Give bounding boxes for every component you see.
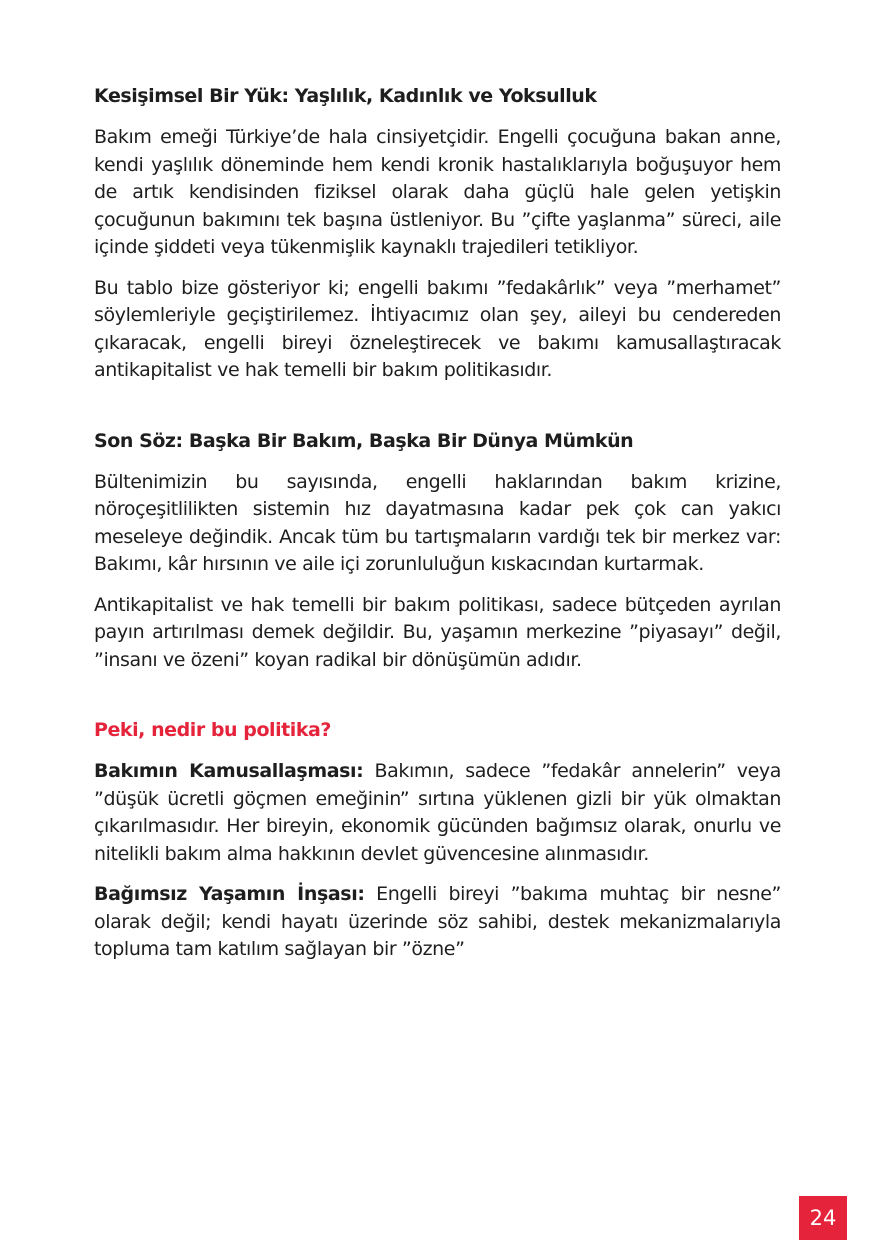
page-content [94, 80, 781, 964]
paragraph: Antikapitalist ve hak temelli bir bakım politikası, sadece bütçeden ayrılan payın artırılması demek değildir. Bu, yaşamın merkezine ”piyasayı” değil, ”insanı ve özeni” koyan radikal bir dönüşümün adıdır. [94, 593, 781, 671]
policy-item-publicization [94, 758, 781, 868]
policy-item-text: Engelli bireyi ”bakıma muhtaç bir nesne” olarak değil; kendi hayatı üzerinde söz sahibi, destek mekanizmalarıyla topluma tam katılım sağlayan bir ”özne” [94, 883, 781, 960]
policy-item-text: Bakımın, sadece ”fedakâr annelerin” veya ”düşük ücretli göçmen emeğinin” sırtına yüklenen gizli bir yük olmaktan çıkarılmasıdır. Her bireyin, ekonomik gücünden bağımsız olarak, onurlu ve nitelikli bakım alma hakkının devlet güvencesine alınmasıdır. [94, 760, 781, 865]
section-heading-policy: Peki, nedir bu politika? [94, 719, 331, 741]
section-heading-final-word: Son Söz: Başka Bir Bakım, Başka Bir Dünya Mümkün [94, 429, 634, 452]
page-number-badge: 24 [799, 1196, 847, 1240]
paragraph: Bakım emeği Türkiye’de hala cinsiyetçidir. Engelli çocuğuna bakan anne, kendi yaşlılık döneminde hem kendi kronik hastalıklarıyla boğuşuyor hem de artık kendisinden fiziksel olarak daha güçlü hale gelen yetişkin çocuğunun bakımını tek başına üstleniyor. Bu ”çifte yaşlanma” süreci, aile içinde şiddeti veya tükenmişlik kaynaklı trajedileri tetikliyor. [94, 126, 781, 258]
policy-item-independent-living [94, 881, 781, 964]
policy-item-title: Bağımsız Yaşamın İnşası: [94, 883, 365, 905]
policy-item-title: Bakımın Kamusallaşması: [94, 760, 364, 782]
section-heading-intersectional: Kesişimsel Bir Yük: Yaşlılık, Kadınlık ve Yoksulluk [94, 85, 597, 107]
paragraph: Bu tablo bize gösteriyor ki; engelli bakımı ”fedakârlık” veya ”merhamet” söylemleriyle geçiştirilemez. İhtiyacımız olan şey, aileyi bu cendereden çıkaracak, engelli bireyi özneleştirecek ve bakımı kamusallaştıracak antikapitalist ve hak temelli bir bakım politikasıdır. [94, 276, 781, 381]
paragraph: Bültenimizin bu sayısında, engelli haklarından bakım krizine, nöroçeşitlilikten sistemin hız dayatmasına kadar pek çok can yakıcı meseleye değindik. Ancak tüm bu tartışmaların vardığı tek bir merkez var: Bakımı, kâr hırsının ve aile içi zorunluluğun kıskacından kurtarmak. [94, 470, 781, 575]
